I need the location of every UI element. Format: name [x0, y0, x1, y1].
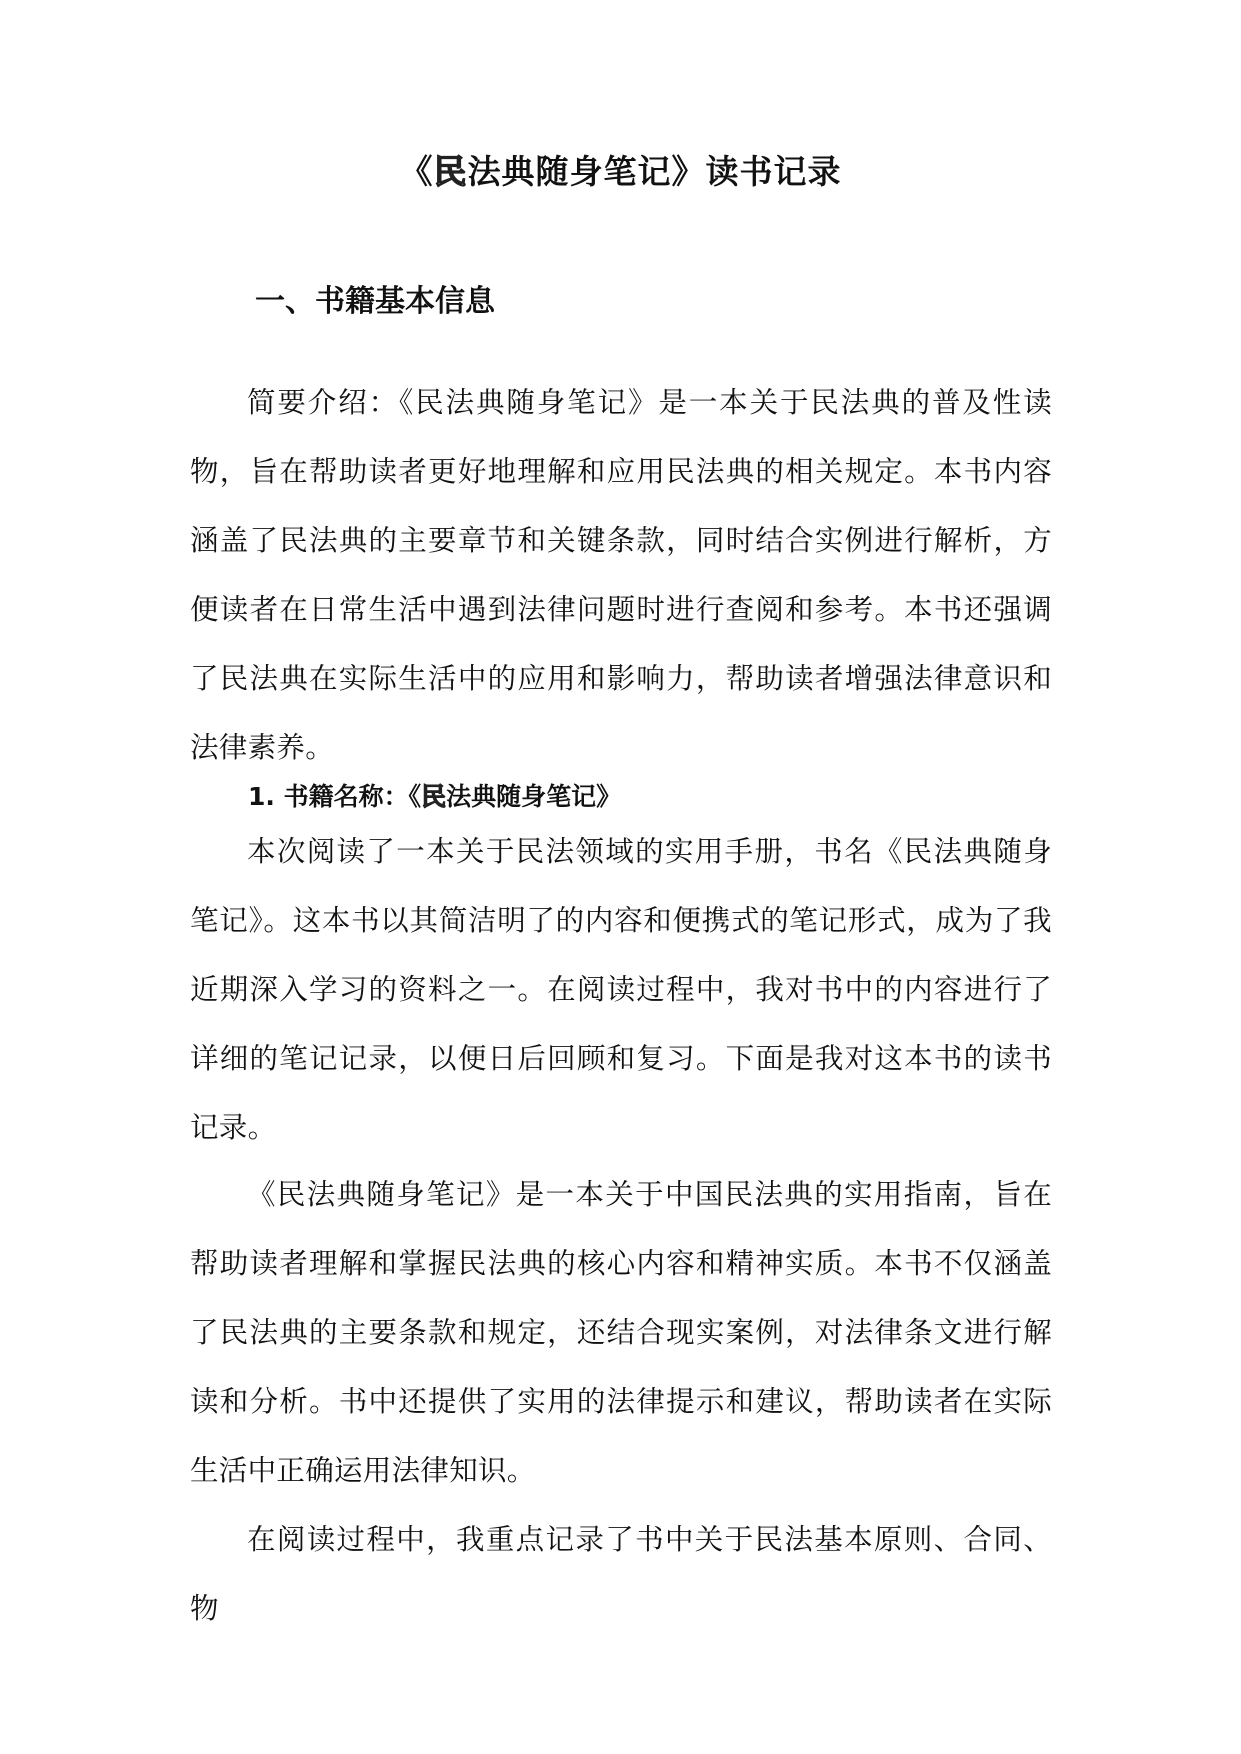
title-rest: 法典随身笔记》读书记录	[467, 152, 842, 191]
section-heading-basic-info: 一、书籍基本信息	[255, 284, 495, 319]
title-outlined-char: 民	[433, 152, 468, 191]
title-prefix: 《	[399, 152, 434, 191]
subheading-prefix: 1. 书籍名称：《	[248, 782, 422, 811]
intro-paragraph: 简要介绍：《民法典随身笔记》是一本关于民法典的普及性读物，旨在帮助读者更好地理解和应用民法典的相关规定。本书内容涵盖了民法典的主要章节和关键条款，同时结合实例进行解析，方便读者在日常生活中遇到法律问题时进行查阅和参考。本书还强调了民法典在实际生活中的应用和影响力，帮助读者增强法律意识和法律素养。	[190, 386, 1052, 764]
subheading-book-name	[248, 777, 621, 817]
book-summary-paragraph: 《民法典随身笔记》是一本关于中国民法典的实用指南，旨在帮助读者理解和掌握民法典的核心内容和精神实质。本书不仅涵盖了民法典的主要条款和规定，还结合现实案例，对法律条文进行解读和分析。书中还提供了实用的法律提示和建议，帮助读者在实际生活中正确运用法律知识。	[190, 1178, 1052, 1487]
subheading-rest: 法典随身笔记》	[446, 782, 622, 811]
document-title	[0, 148, 1241, 196]
notes-paragraph: 在阅读过程中，我重点记录了书中关于民法基本原则、合同、物	[190, 1523, 1052, 1625]
subheading-outlined-char: 民	[421, 782, 447, 811]
reading-intro-paragraph: 本次阅读了一本关于民法领域的实用手册，书名《民法典随身笔记》。这本书以其简洁明了的内容和便携式的笔记形式，成为了我近期深入学习的资料之一。在阅读过程中，我对书中的内容进行了详细的笔记记录，以便日后回顾和复习。下面是我对这本书的读书记录。	[190, 835, 1052, 1144]
